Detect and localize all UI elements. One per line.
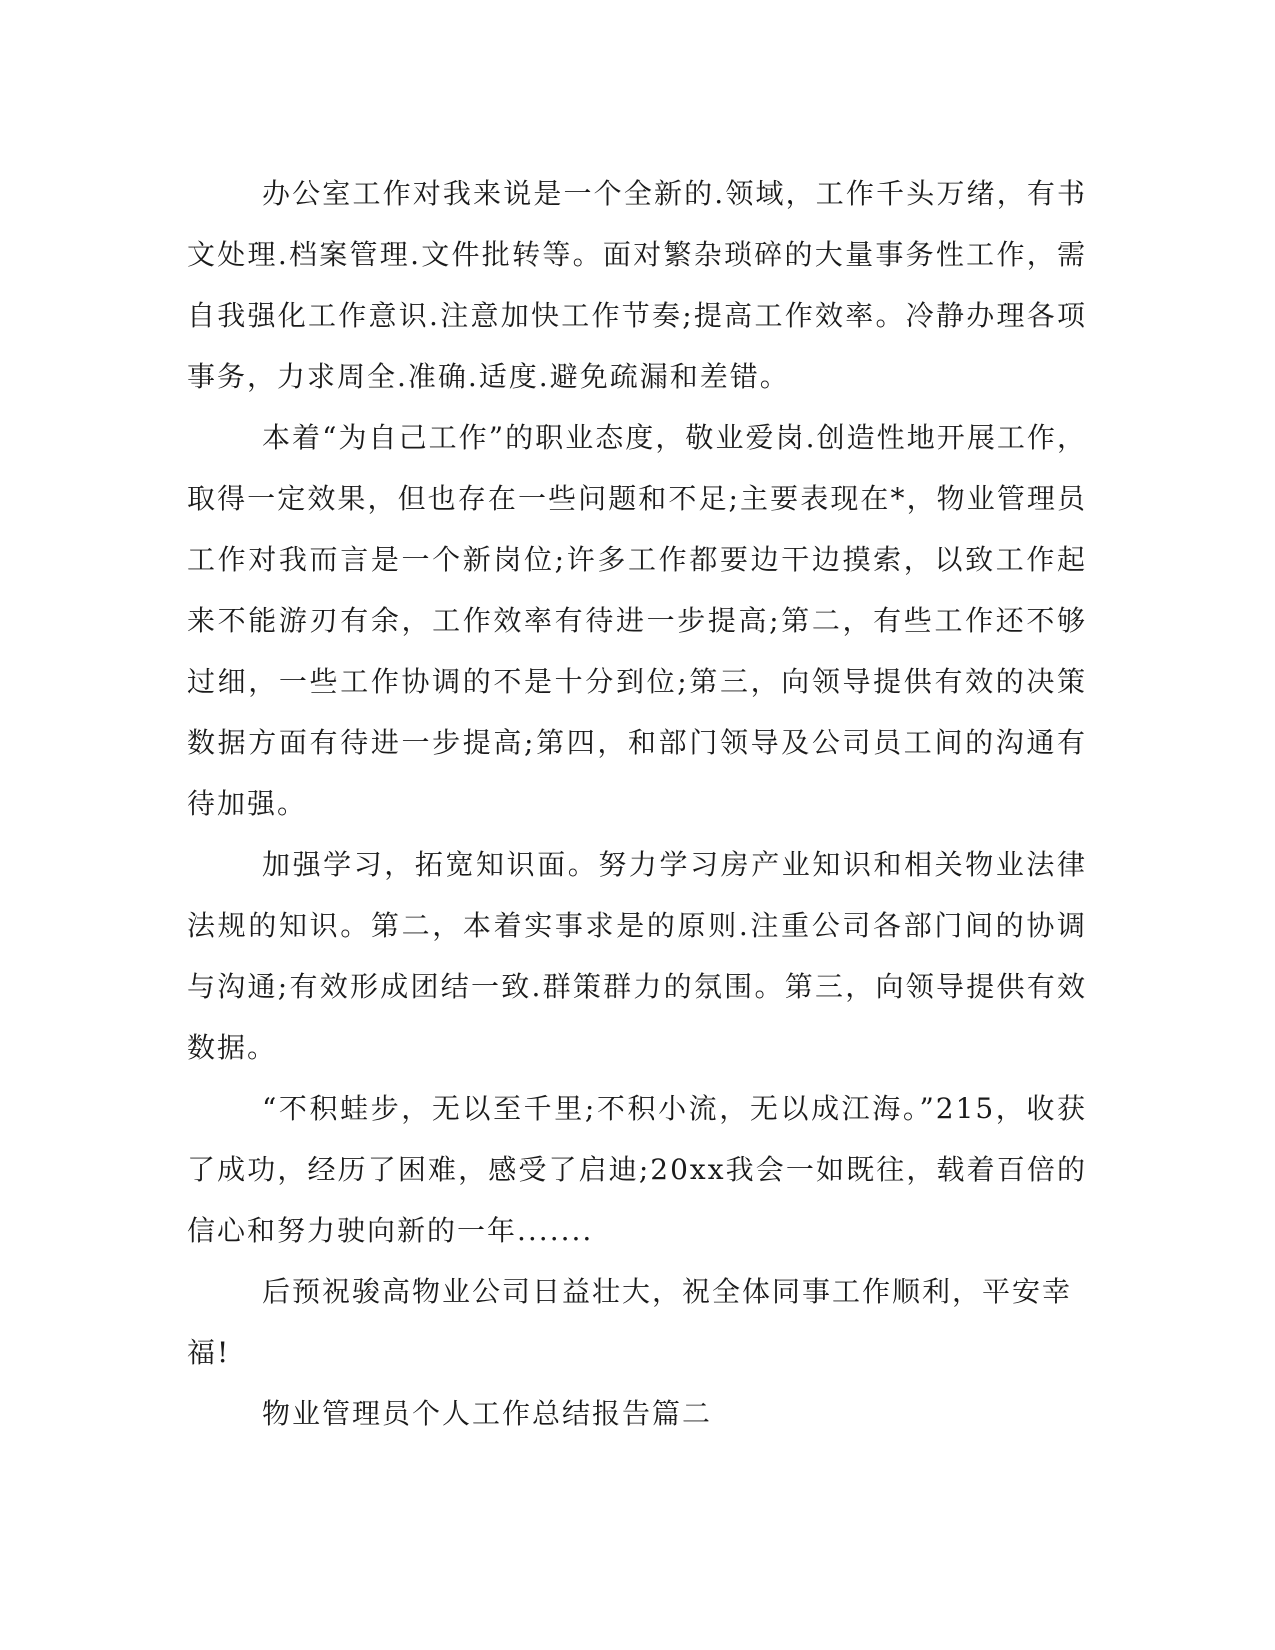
paragraph-improvements: 加强学习，拓宽知识面。努力学习房产业知识和相关物业法律法规的知识。第二，本着实事求是的原则.注重公司各部门间的协调与沟通;有效形成团结一致.群策群力的氛围。第三，向领导提供有效数据。 — [187, 848, 1087, 1064]
paragraph-outlook: “不积蛙步，无以至千里;不积小流，无以成江海。”215，收获了成功，经历了困难，感受了启迪;20xx我会一如既往，载着百倍的信心和努力驶向新的一年....... — [187, 1092, 1087, 1247]
closing-wishes: 后预祝骏高物业公司日益壮大，祝全体同事工作顺利，平安幸福! — [187, 1275, 1073, 1369]
paragraph-problems: 本着“为自己工作”的职业态度，敬业爱岗.创造性地开展工作，取得一定效果，但也存在一些问题和不足;主要表现在*，物业管理员工作对我而言是一个新岗位;许多工作都要边干边摸索，以致工作起来不能游刃有余，工作效率有待进一步提高;第二，有些工作还不够过细，一些工作协调的不是十分到位;第三，向领导提供有效的决策数据方面有待进一步提高;第四，和部门领导及公司员工间的沟通有待加强。 — [187, 421, 1087, 820]
section-heading: 物业管理员个人工作总结报告篇二 — [262, 1397, 713, 1430]
paragraph-office-work: 办公室工作对我来说是一个全新的.领域，工作千头万绪，有书文处理.档案管理.文件批转等。面对繁杂琐碎的大量事务性工作，需自我强化工作意识.注意加快工作节奏;提高工作效率。冷静办理各项事务，力求周全.准确.适度.避免疏漏和差错。 — [187, 177, 1087, 393]
document-body — [187, 163, 1087, 1444]
